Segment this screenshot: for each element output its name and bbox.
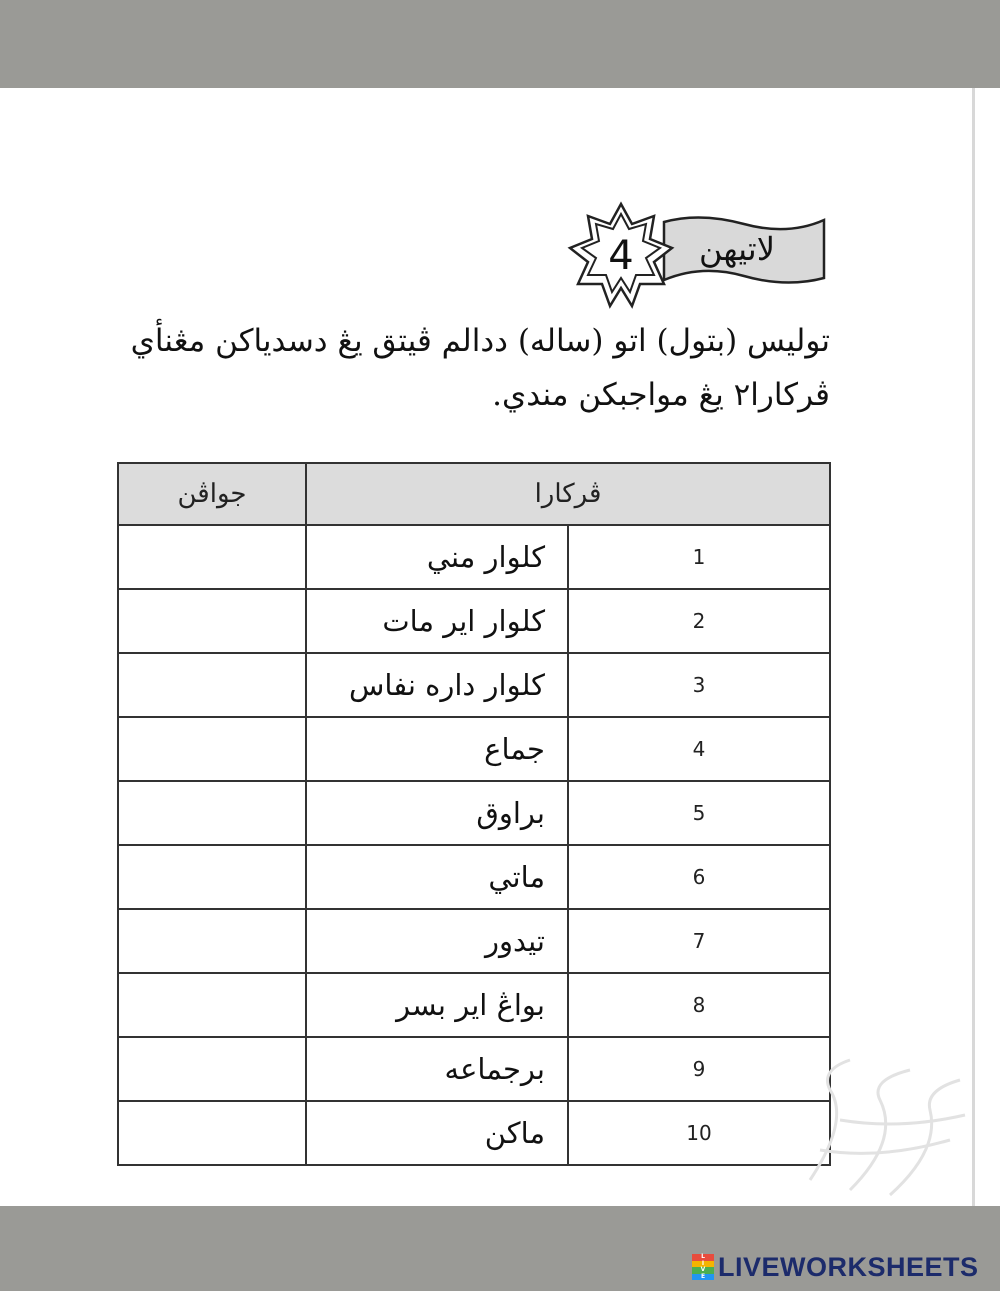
row-number: 8 [568, 973, 830, 1037]
row-item: براوق [306, 781, 568, 845]
calligraphy-watermark-icon [790, 1030, 980, 1200]
row-number: 2 [568, 589, 830, 653]
row-number: 10 [568, 1101, 830, 1165]
row-item: تيدور [306, 909, 568, 973]
table-row [118, 973, 830, 1037]
row-item: ماکن [306, 1101, 568, 1165]
header-item: ڤرکارا [306, 463, 830, 525]
row-item: کلوار اير مات [306, 589, 568, 653]
row-number: 7 [568, 909, 830, 973]
table-row [118, 1037, 830, 1101]
header-answer: جواڤن [118, 463, 306, 525]
row-item: برجماعه [306, 1037, 568, 1101]
row-item: کلوار داره نفاس [306, 653, 568, 717]
badge-title: لاتيهن [699, 230, 775, 268]
liveworksheets-icon: L I V E [692, 1254, 714, 1280]
instruction-line-1: توليس (بتول) اتو (ساله) ددالم ڤيتق يڠ دسدياکن مڠنأي [130, 323, 830, 359]
table-row [118, 781, 830, 845]
table-row [118, 589, 830, 653]
row-number: 3 [568, 653, 830, 717]
answer-cell[interactable] [118, 525, 306, 589]
answer-cell[interactable] [118, 653, 306, 717]
row-number: 4 [568, 717, 830, 781]
table-row [118, 717, 830, 781]
answer-cell[interactable] [118, 717, 306, 781]
row-number: 5 [568, 781, 830, 845]
row-item: بواڠ اير بسر [306, 973, 568, 1037]
brand-text: LIVEWORKSHEETS [718, 1251, 979, 1282]
table-row [118, 1101, 830, 1165]
table-header-row [118, 463, 830, 525]
row-number: 6 [568, 845, 830, 909]
answer-cell[interactable] [118, 589, 306, 653]
row-number: 1 [568, 525, 830, 589]
worksheet-table [117, 462, 831, 1166]
row-item: کلوار مني [306, 525, 568, 589]
exercise-number: 4 [608, 233, 634, 279]
instruction-line-2: ڤرکارا٢ يڠ مواجبکن مندي. [492, 377, 830, 413]
instruction-text [100, 314, 830, 422]
answer-cell[interactable] [118, 1101, 306, 1165]
answer-cell[interactable] [118, 845, 306, 909]
row-item: ماتي [306, 845, 568, 909]
table-row [118, 909, 830, 973]
table-row [118, 525, 830, 589]
table-row [118, 653, 830, 717]
answer-cell[interactable] [118, 1037, 306, 1101]
row-number: 9 [568, 1037, 830, 1101]
row-item: جماع [306, 717, 568, 781]
answer-cell[interactable] [118, 973, 306, 1037]
liveworksheets-logo [692, 1252, 979, 1282]
table-row [118, 845, 830, 909]
answer-cell[interactable] [118, 909, 306, 973]
answer-cell[interactable] [118, 781, 306, 845]
